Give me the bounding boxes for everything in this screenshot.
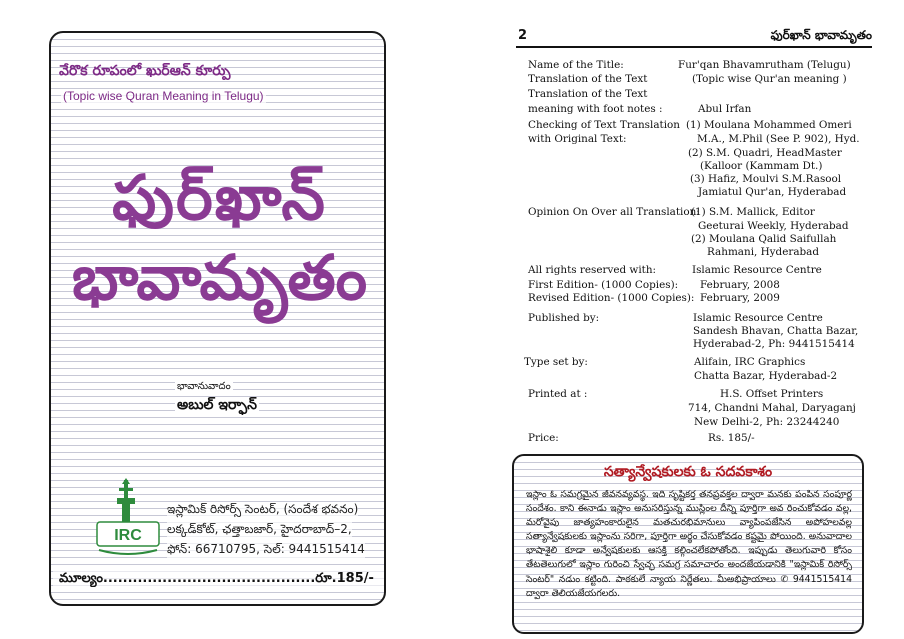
cover-subtitle: (Topic wise Quran Meaning in Telugu) — [63, 89, 264, 103]
running-head: ఫుర్‌ఖాన్ భావామృతం — [770, 28, 872, 42]
imprint-value: Sandesh Bhavan, Chatta Bazar, — [693, 325, 859, 337]
imprint-label: Name of the Title: — [528, 59, 624, 71]
irc-logo — [93, 478, 163, 558]
price-dots: ........................................... — [102, 571, 316, 586]
cover-title-line-1: ఫుర్‌ఖాన్ — [112, 161, 327, 234]
imprint-value: Hyderabad-2, Ph: 9441515414 — [693, 338, 855, 350]
imprint-value: Islamic Resource Centre — [693, 312, 823, 324]
publisher-block — [55, 478, 384, 558]
imprint-value: New Delhi-2, Ph: 23244240 — [694, 416, 840, 428]
imprint-label: All rights reserved with: — [528, 264, 657, 276]
imprint-label: Opinion On Over all Translation: — [528, 206, 700, 218]
imprint-value: February, 2009 — [700, 292, 780, 304]
imprint-label: Type set by: — [524, 356, 588, 368]
imprint-value: (1) Moulana Mohammed Omeri — [686, 119, 852, 131]
cover-header: వేరొక రూపంలో ఖుర్‌ఆన్ కూర్పు — [59, 63, 231, 79]
imprint-value: February, 2008 — [700, 279, 780, 291]
imprint-value: 714, Chandni Mahal, Daryaganj — [688, 402, 856, 414]
imprint-value: Jamiatul Qur'an, Hyderabad — [698, 186, 847, 198]
page-number: 2 — [518, 28, 528, 43]
imprint-label: Printed at : — [528, 388, 588, 400]
imprint-value: (Topic wise Qur'an meaning ) — [692, 73, 847, 85]
imprint-value: Islamic Resource Centre — [692, 264, 822, 276]
imprint-label: First Edition- (1000 Copies): — [528, 279, 679, 291]
imprint-value: Fur'qan Bhavamrutham (Telugu) — [678, 59, 851, 71]
translator-label: భావానువాదం — [177, 381, 231, 392]
header-rule — [516, 46, 872, 48]
imprint-value: Chatta Bazar, Hyderabad-2 — [694, 370, 838, 382]
imprint-label: Translation of the Text — [528, 73, 648, 85]
notice-box — [512, 454, 864, 634]
publisher-phone: ఫోన్: 66710795, సెల్: 9441515414 — [167, 542, 365, 559]
price-label: మూల్యం — [59, 571, 103, 586]
imprint-value: M.A., M.Phil (See P. 902), Hyd. — [697, 133, 860, 145]
imprint-page — [512, 26, 872, 626]
imprint-value: H.S. Offset Printers — [720, 388, 824, 400]
imprint-value: (1) S.M. Mallick, Editor — [691, 206, 815, 218]
publisher-address: లక్కడ్‌కోట్, ఛత్తాబజార్, హైదరాబాద్–2, — [167, 522, 352, 539]
notice-body: ఇస్లాం ఓ సమగ్రమైన జీవనవ్యవస్థ. ఇది సృష్టికర్త తనప్రవక్తల ద్వారా మనకు పంపిన సంపూర్ణ సందేశం. కాని ఈనాడు ఇస్లాం అనుసరిస్తున్న ముస్లింల దీన్ని పూర్తిగా అవ రించుకోవడం వల్ల, మరోవైపు జాత్యహంకారులైన మతచురభిమానులు వ్యాపింపజేసిన అపోహలవల్ల సత్యాన్వేషకులకు ఇస్లాంను సరిగా, పూర్తిగా అర్థం చేసుకోవడం కష్టమై పోయింది. అనువాదాల భాషాశైలి కూడా అన్వేషకులకు ఆసక్తి కల్గించలేకపోతోంది. ఇప్పుడు తెలుగువారి కోసం తేటతెలుగులో ఇస్లాం గురించి స్వేచ్ఛ సమగ్ర సమాచారం అందజేయడానికి "ఇస్లామిక్ రిసోర్స్ సెంటర్" నడుం కట్టింది. పాఠకులే న్యాయ నిర్ణేతలు. మీఅభిప్రాయాలు ✆ 9441515414 ద్వారా తెలియజేయగలరు. — [526, 489, 852, 599]
cover-price — [53, 571, 384, 587]
imprint-label: meaning with foot notes : — [528, 103, 663, 115]
imprint-value: (Kalloor (Kammam Dt.) — [700, 160, 823, 172]
irc-logo-text: IRC — [114, 527, 142, 544]
imprint-value: Rs. 185/- — [708, 432, 755, 444]
imprint-label: Translation of the Text — [528, 88, 648, 100]
book-cover — [49, 31, 386, 606]
cover-title-line-2: భావామృతం — [71, 241, 368, 314]
publisher-name: ఇస్లామిక్ రిసోర్స్ సెంటర్, (సందేశ భవనం) — [167, 502, 358, 519]
imprint-value: (3) Hafiz, Moulvi S.M.Rasool — [690, 173, 842, 185]
imprint-label: Published by: — [528, 312, 600, 324]
imprint-label: Revised Edition- (1000 Copies): — [528, 292, 695, 304]
imprint-label: Checking of Text Translation — [528, 119, 680, 131]
imprint-label: Price: — [528, 432, 559, 444]
imprint-label: with Original Text: — [528, 133, 627, 145]
imprint-value: Alifain, IRC Graphics — [694, 356, 806, 368]
imprint-value: Geeturai Weekly, Hyderabad — [698, 220, 849, 232]
imprint-value: (2) Moulana Qalid Saifullah — [691, 233, 837, 245]
imprint-value: (2) S.M. Quadri, HeadMaster — [688, 147, 842, 159]
translator-name: అబుల్ ఇర్ఫాన్ — [175, 397, 259, 416]
price-value: రూ.185/- — [315, 571, 374, 586]
notice-title: సత్యాన్వేషకులకు ఓ సదవకాశం — [603, 464, 773, 480]
imprint-value: Rahmani, Hyderabad — [707, 246, 820, 258]
imprint-value: Abul Irfan — [698, 103, 752, 115]
